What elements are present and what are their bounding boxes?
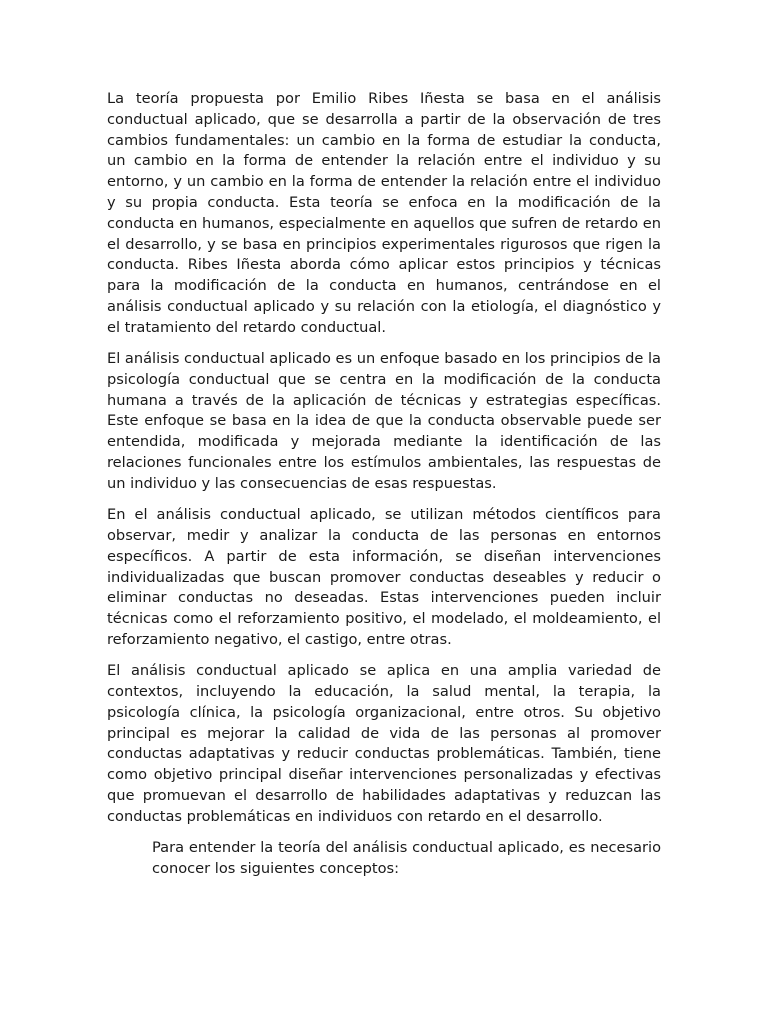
paragraph-aca-methods: En el análisis conductual aplicado, se utilizan métodos científicos para observar, medir y analizar la conducta de las personas en entornos específicos. A partir de esta información, se diseñan intervenciones individualizadas que buscan promover conductas deseables y reducir o eliminar conductas no deseadas. Estas intervenciones pueden incluir técnicas como el reforzamiento positivo, el modelado, el moldeamiento, el reforzamiento negativo, el castigo, entre otras.: [107, 506, 661, 648]
document-body: [107, 89, 661, 890]
paragraph-intro: La teoría propuesta por Emilio Ribes Iñesta se basa en el análisis conductual aplicado, que se desarrolla a partir de la observación de tres cambios fundamentales: un cambio en la forma de estudiar la conducta, un cambio en la forma de entender la relación entre el individuo y su entorno, y un cambio en la forma de entender la relación entre el individuo y su propia conducta. Esta teoría se enfoca en la modificación de la conducta en humanos, especialmente en aquellos que sufren de retardo en el desarrollo, y se basa en principios experimentales rigurosos que rigen la conducta. Ribes Iñesta aborda cómo aplicar estos principios y técnicas para la modificación de la conducta en humanos, centrándose en el análisis conductual aplicado y su relación con la etiología, el diagnóstico y el tratamiento del retardo conductual.: [107, 90, 661, 336]
paragraph-aca-definition: El análisis conductual aplicado es un enfoque basado en los principios de la psicología conductual que se centra en la modificación de la conducta humana a través de la aplicación de técnicas y estrategias específicas. Este enfoque se basa en la idea de que la conducta observable puede ser entendida, modificada y mejorada mediante la identificación de las relaciones funcionales entre los estímulos ambientales, las respuestas de un individuo y las consecuencias de esas respuestas.: [107, 350, 661, 492]
paragraph-concepts-lead: Para entender la teoría del análisis conductual aplicado, es necesario conocer los siguientes conceptos:: [152, 839, 661, 877]
paragraph-aca-contexts: El análisis conductual aplicado se aplica en una amplia variedad de contextos, incluyendo la educación, la salud mental, la terapia, la psicología clínica, la psicología organizacional, entre otros. Su objetivo principal es mejorar la calidad de vida de las personas al promover conductas adaptativas y reducir conductas problemáticas. También, tiene como objetivo principal diseñar intervenciones personalizadas y efectivas que promuevan el desarrollo de habilidades adaptativas y reduzcan las conductas problemáticas en individuos con retardo en el desarrollo.: [107, 662, 661, 825]
